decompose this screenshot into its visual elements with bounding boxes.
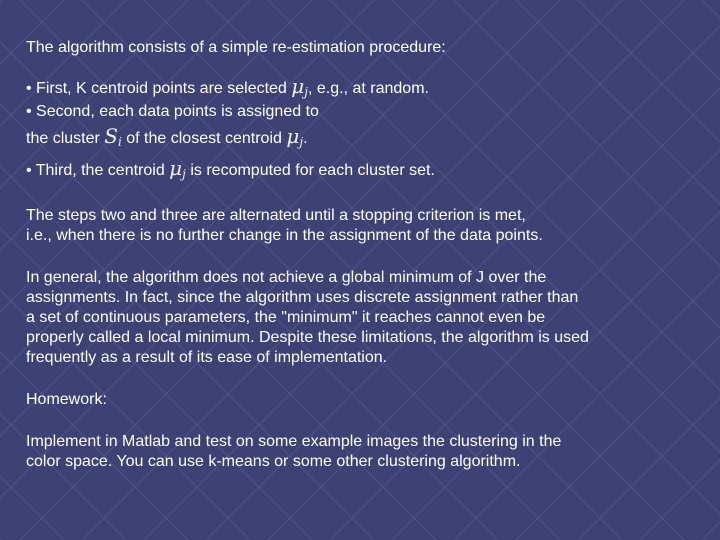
bullet-first-text-a: • First, K centroid points are selected <box>26 80 292 97</box>
bullet-third: • Third, the centroid $\mu_j$ is recomputed for each cluster set. <box>26 156 435 181</box>
general-line5: frequently as a result of its ease of implementation. <box>26 349 388 366</box>
bullet-first-text-b: , e.g., at random. <box>308 80 429 97</box>
mu-j-symbol: $\mu_j$ <box>291 74 309 99</box>
steps-line1: The steps two and three are alternated until a stopping criterion is met, <box>26 207 526 224</box>
steps-line2: i.e., when there is no further change in the assignment of the data points. <box>26 227 543 244</box>
general-line1: In general, the algorithm does not achieve a global minimum of J over the <box>26 269 547 286</box>
bullet-second-line1: • Second, each data points is assigned to <box>26 103 319 120</box>
intro-line: The algorithm consists of a simple re-estimation procedure: <box>26 39 446 56</box>
homework-line2: color space. You can use k-means or some other clustering algorithm. <box>26 453 521 470</box>
general-line2: assignments. In fact, since the algorithm uses discrete assignment rather than <box>26 289 579 306</box>
bullet-second-line2: the cluster $S_i$ of the closest centroid $\mu_j$. <box>26 124 308 149</box>
mu-j-symbol: $\mu_j$ <box>169 156 186 181</box>
general-line4: properly called a local minimum. Despite these limitations, the algorithm is used <box>26 329 589 346</box>
homework-heading: Homework: <box>26 391 107 408</box>
mu-j-symbol: $\mu_j$ <box>286 124 304 149</box>
general-line3: a set of continuous parameters, the "minimum" it reaches cannot even be <box>26 309 546 326</box>
slide-content <box>26 38 696 472</box>
bullet-first <box>26 76 696 102</box>
s-i-symbol: $S_i$ <box>104 124 122 149</box>
homework-line1: Implement in Matlab and test on some example images the clustering in the <box>26 433 562 450</box>
